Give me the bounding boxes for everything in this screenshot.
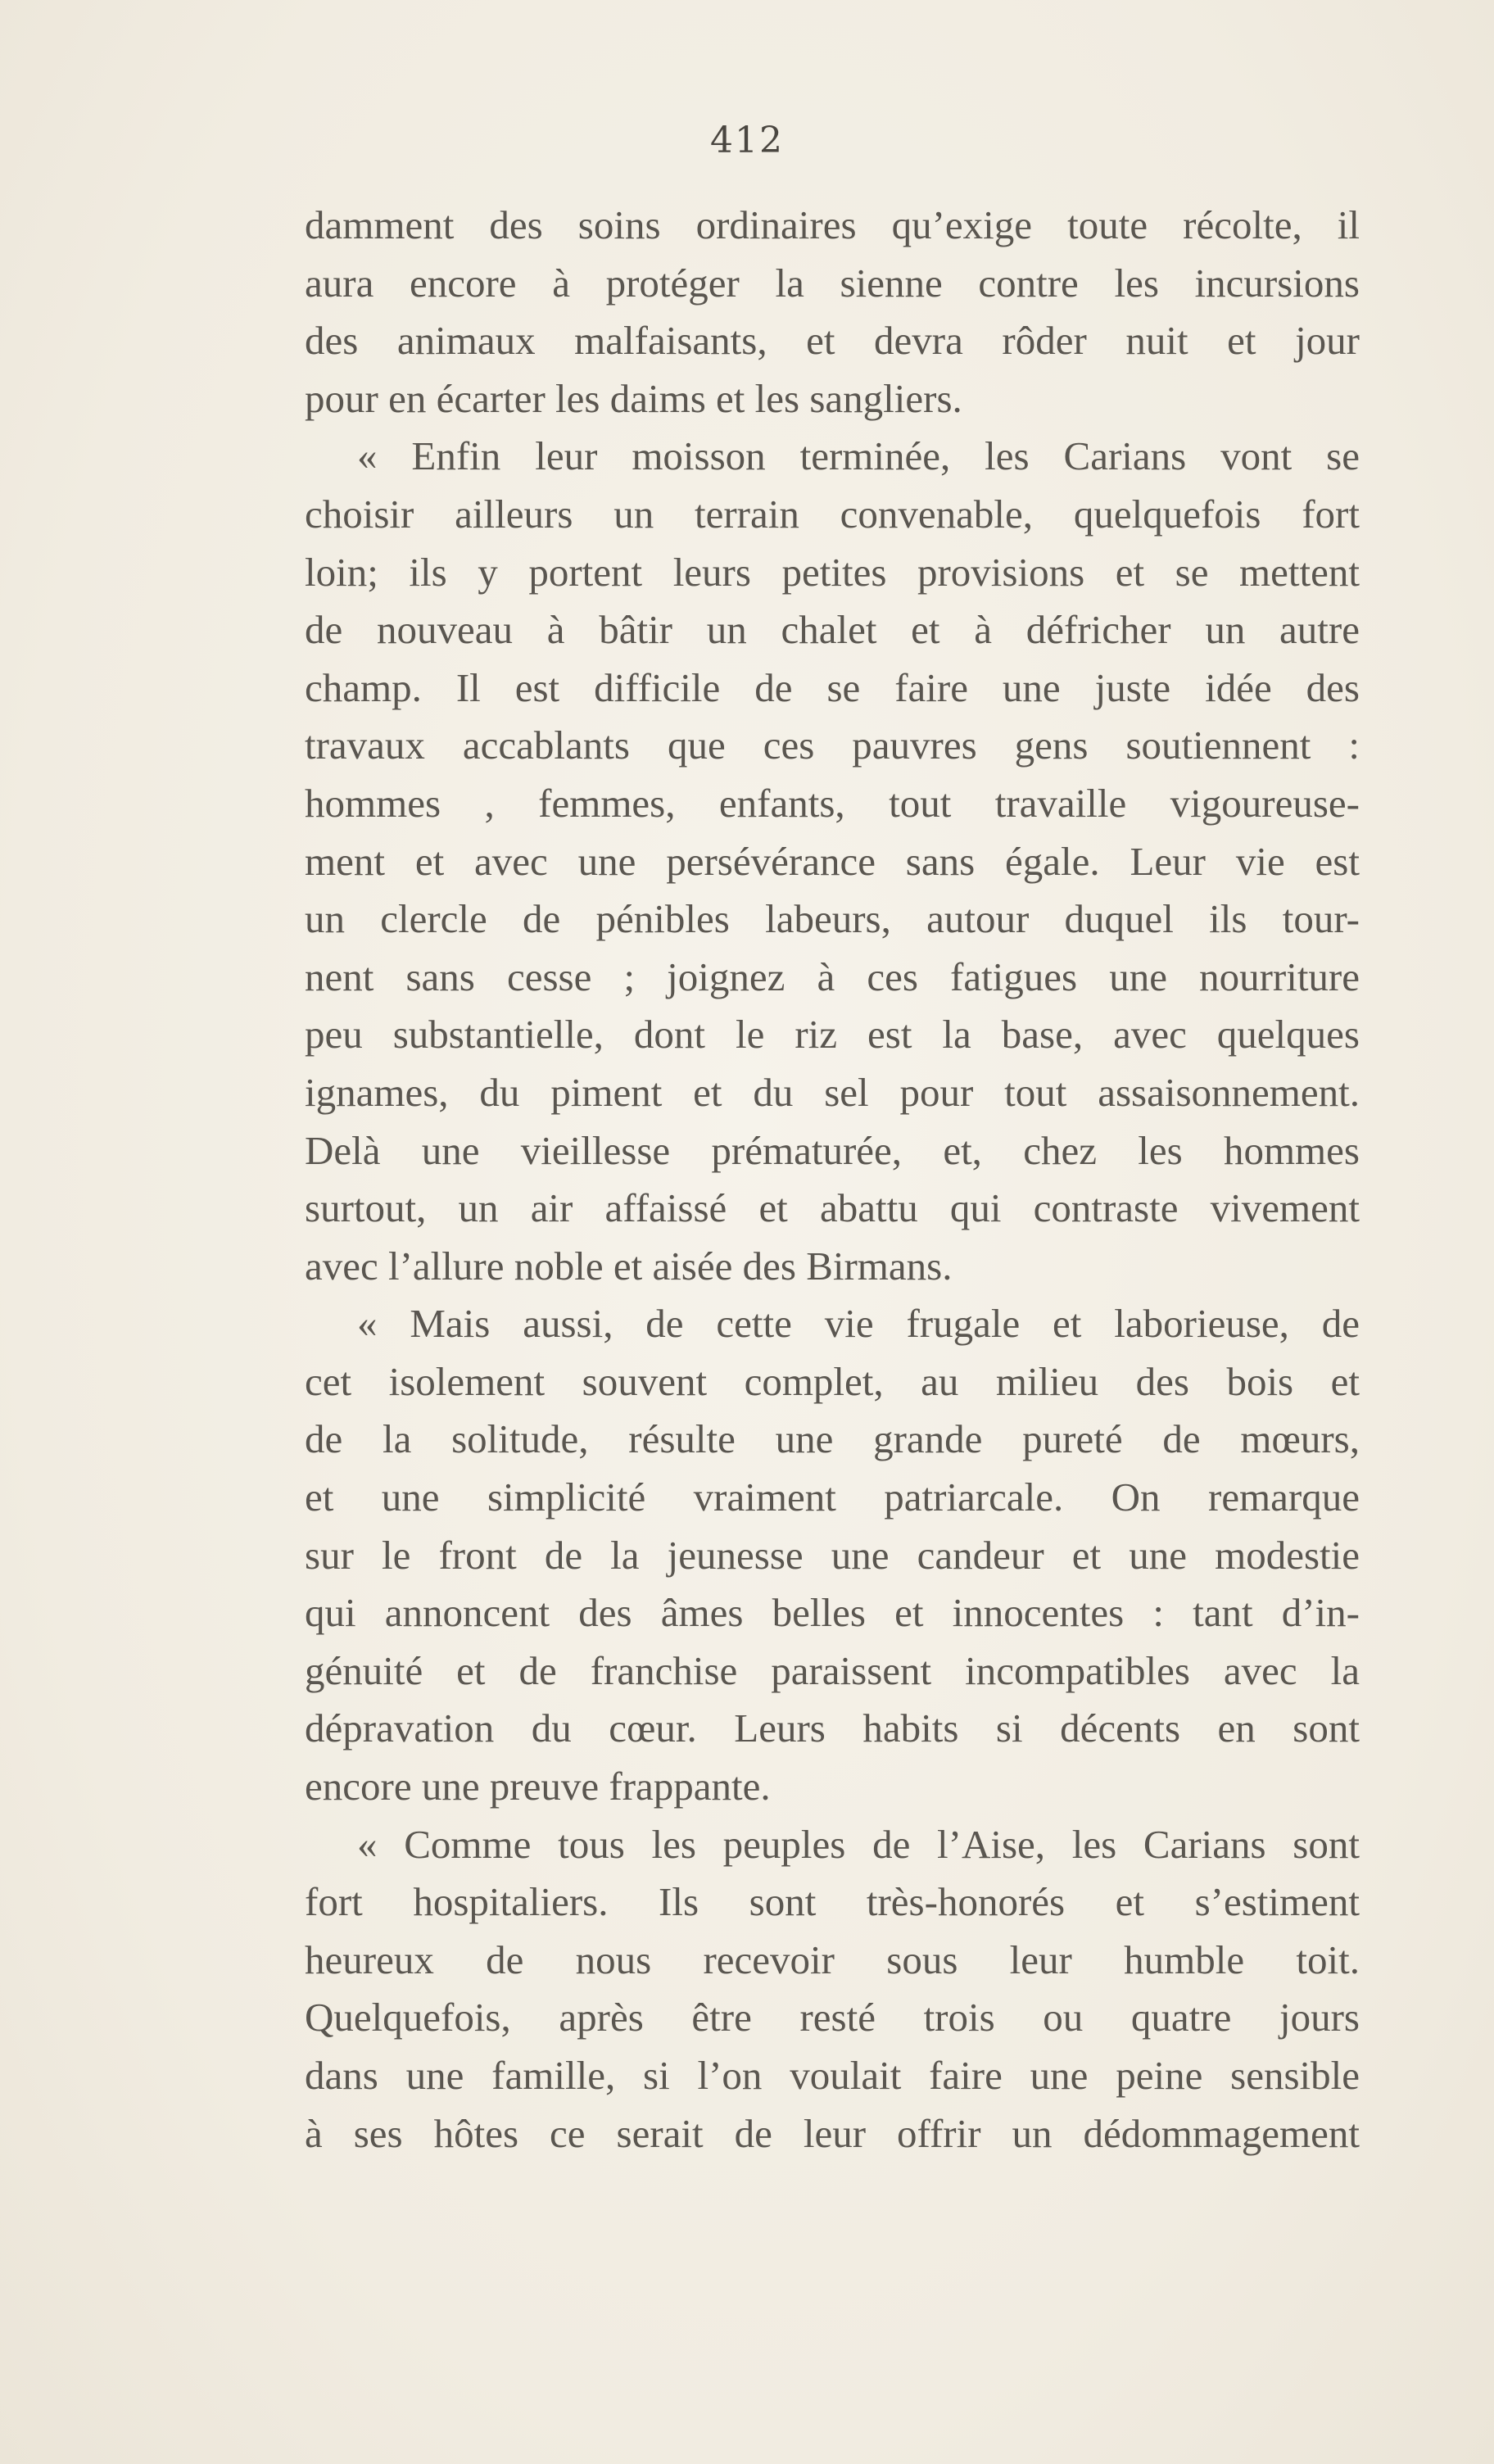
text-line: fort hospitaliers. Ils sont très-honorés et s’estiment (305, 1879, 1360, 1925)
text-line: damment des soins ordinaires qu’exige toute récolte, il (305, 202, 1360, 247)
text-line: travaux accablants que ces pauvres gens soutiennent : (305, 722, 1360, 768)
page-number: 412 (710, 120, 784, 161)
text-line: hommes , femmes, enfants, tout travaille vigoureuse- (305, 780, 1360, 826)
text-line: encore une preuve frappante. (305, 1764, 771, 1810)
text-line: heureux de nous recevoir sous leur humble toit. (305, 1936, 1360, 1982)
text-line: un clercle de pénibles labeurs, autour duquel ils tour- (305, 896, 1360, 942)
text-line: ment et avec une persévérance sans égale. Leur vie est (305, 838, 1360, 884)
body-text (305, 197, 1360, 2163)
text-line: des animaux malfaisants, et devra rôder nuit et jour (305, 318, 1360, 364)
text-line: « Enfin leur moisson terminée, les Carians vont se (357, 433, 1360, 479)
text-line: « Mais aussi, de cette vie frugale et laborieuse, de (357, 1301, 1360, 1347)
text-line: qui annoncent des âmes belles et innocentes : tant d’in- (305, 1590, 1360, 1636)
text-line: de la solitude, résulte une grande pureté de mœurs, (305, 1416, 1360, 1462)
text-line: choisir ailleurs un terrain convenable, quelquefois fort (305, 491, 1360, 537)
text-line: peu substantielle, dont le riz est la base, avec quelques (305, 1012, 1360, 1058)
text-line: Quelquefois, après être resté trois ou quatre jours (305, 1995, 1360, 2040)
text-line: génuité et de franchise paraissent incompatibles avec la (305, 1647, 1360, 1693)
text-line: à ses hôtes ce serait de leur offrir un dédommagement (305, 2110, 1360, 2156)
text-line: nent sans cesse ; joignez à ces fatigues une nourriture (305, 953, 1360, 999)
text-line: surtout, un air affaissé et abattu qui contraste vivement (305, 1185, 1360, 1231)
text-line: cet isolement souvent complet, au milieu des bois et (305, 1358, 1360, 1404)
text-line: ignames, du piment et du sel pour tout assaisonnement. (305, 1069, 1360, 1115)
text-line: « Comme tous les peuples de l’Aise, les Carians sont (357, 1821, 1360, 1867)
text-line: dépravation du cœur. Leurs habits si décents en sont (305, 1705, 1360, 1751)
text-line: pour en écarter les daims et les sangliers. (305, 375, 962, 421)
text-line: dans une famille, si l’on voulait faire une peine sensible (305, 2053, 1360, 2098)
text-line: sur le front de la jeunesse une candeur et une modestie (305, 1532, 1360, 1578)
text-line: et une simplicité vraiment patriarcale. On remarque (305, 1474, 1360, 1520)
text-line: aura encore à protéger la sienne contre les incursions (305, 260, 1360, 306)
text-line: avec l’allure noble et aisée des Birmans. (305, 1243, 953, 1289)
text-line: Delà une vieillesse prématurée, et, chez les hommes (305, 1127, 1360, 1173)
text-line: loin; ils y portent leurs petites provisions et se mettent (305, 549, 1360, 595)
text-line: champ. Il est difficile de se faire une juste idée des (305, 664, 1360, 710)
text-line: de nouveau à bâtir un chalet et à défricher un autre (305, 607, 1360, 653)
